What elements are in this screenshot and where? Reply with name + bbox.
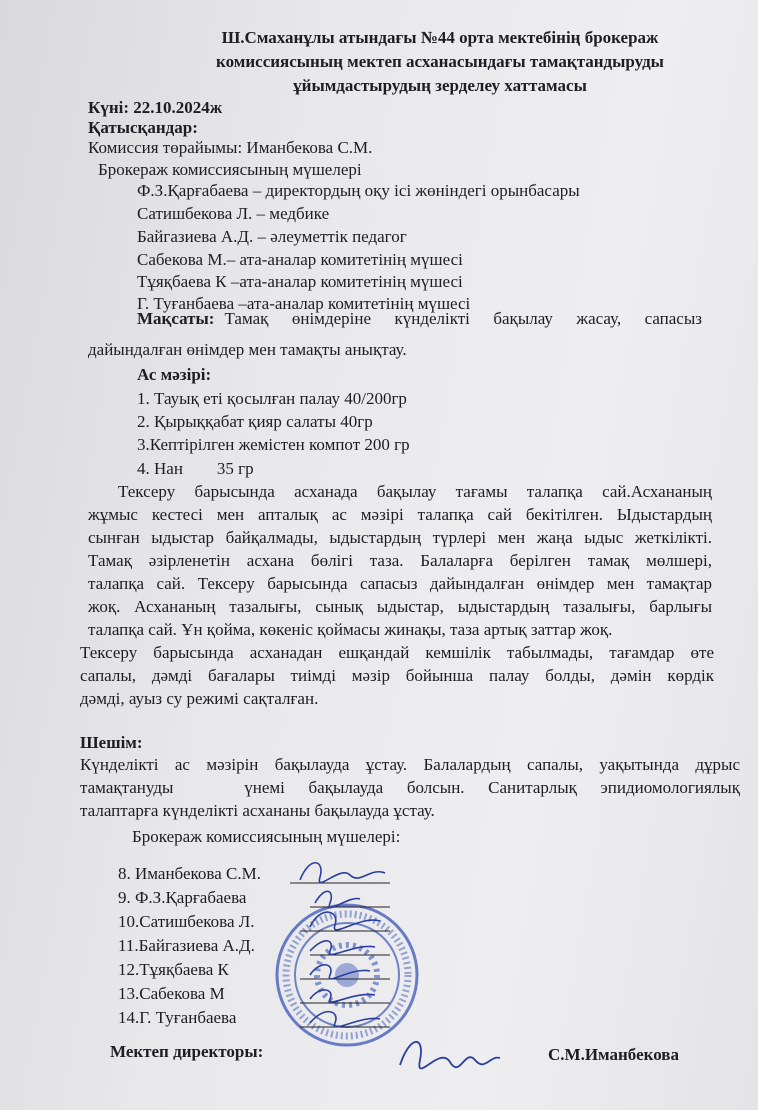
participants-heading: Қатысқандар: — [88, 118, 198, 137]
decision-line: тамақтануды үнемі бақылауда болсын. Санитарлық эпидиомологиялық — [80, 778, 740, 797]
decision-line: Күнделікті ас мәзірін бақылауда ұстау. Балалардың сапалы, уақытында дұрыс — [80, 755, 740, 774]
member-item: Г. Туғанбаева –ата-аналар комитетінің мүшесі — [137, 294, 471, 313]
signatures — [280, 855, 400, 1045]
body-line: талапқа сай. Тексеру барысында сапасыз дайындалған өнімдер мен тамақтар — [88, 574, 712, 593]
members-heading: Брокераж комиссиясының мүшелері — [98, 160, 362, 179]
director-label: Мектеп директоры: — [110, 1042, 264, 1061]
goal-text-continued: дайындалған өнімдер мен тамақты анықтау. — [88, 340, 407, 359]
goal-text: Тамақ өнімдеріне күнделікті бақылау жасау, сапасыз — [224, 309, 702, 328]
member-item: Ф.З.Қарғабаева – директордың оқу ісі жөніндегі орынбасары — [137, 181, 580, 200]
body-line: сапалы, дәмді бағалары тиімді мәзір бойынша палау болды, дәмін көрдік — [80, 666, 714, 685]
member-item: Сабекова М.– ата-аналар комитетінің мүшесі — [137, 250, 463, 269]
signer-item: 14.Г. Туғанбаева — [118, 1008, 237, 1027]
title-line: Ш.Смаханұлы атындағы №44 орта мектебінің брокераж — [221, 28, 659, 47]
body-line: дәмді, ауыз су режимі сақталған. — [80, 689, 319, 708]
body-line: Тексеру барысында асханадан ешқандай кемшілік табылмады, тағамдар өте — [80, 643, 714, 662]
body-line: сынған ыдыстар байқалмады, ыдыстардың түрлері мен жаңа ыдыс жеткілікті. — [88, 528, 712, 547]
goal-label: Мақсаты: — [137, 309, 215, 328]
signer-item: 8. Иманбекова С.М. — [118, 864, 261, 883]
signer-item: 9. Ф.З.Қарғабаева — [118, 888, 247, 907]
menu-heading: Ас мәзірі: — [137, 365, 212, 384]
member-item: Тұяқбаева К –ата-аналар комитетінің мүшесі — [137, 272, 463, 291]
body-line: жұмыс кестесі мен апталық ас мәзірі талапқа сай бекітілген. Ыдыстардың — [88, 505, 712, 524]
title-line: ұйымдастырудың зерделеу хаттамасы — [293, 76, 587, 95]
signer-item: 11.Байгазиева А.Д. — [118, 936, 255, 955]
member-item: Сатишбекова Л. – медбике — [137, 204, 330, 223]
menu-item: 2. Қырыққабат қияр салаты 40гр — [137, 412, 373, 431]
body-line: Тамақ әзірленетін асхана бөлігі таза. Балаларға берілген тамақ мөлшері, — [88, 551, 712, 570]
menu-item: 4. Нан 35 гр — [137, 459, 254, 478]
member-item: Байгазиева А.Д. – әлеуметтік педагог — [137, 227, 407, 246]
director-name: С.М.Иманбекова — [548, 1045, 679, 1064]
director-signature — [395, 1030, 505, 1080]
title-line: комиссиясының мектеп асханасындағы тамақтандыруды — [216, 52, 664, 71]
signers-heading: Брокераж комиссиясының мүшелері: — [132, 827, 401, 846]
body-line: Тексеру барысында асханада бақылау тағамы талапқа сай.Асхананың — [118, 482, 712, 501]
goal — [137, 309, 702, 329]
signer-item: 13.Сабекова М — [118, 984, 225, 1003]
signer-item: 12.Тұяқбаева К — [118, 960, 229, 979]
body-line: жоқ. Асхананың тазалығы, сынық ыдыстар, ыдыстардың тазалығы, барлығы — [88, 597, 712, 616]
commission-chair: Комиссия төрайымы: Иманбекова С.М. — [88, 138, 373, 157]
date: Күні: 22.10.2024ж — [88, 98, 223, 117]
body-line: талапқа сай. Ұн қойма, көкеніс қоймасы жинақы, таза артық заттар жоқ. — [88, 620, 613, 639]
signer-item: 10.Сатишбекова Л. — [118, 912, 255, 931]
menu-item: 1. Тауық еті қосылған палау 40/200гр — [137, 389, 407, 408]
decision-heading: Шешім: — [80, 733, 143, 752]
menu-item: 3.Кептірілген жемістен компот 200 гр — [137, 435, 410, 454]
decision-line: талаптарға күнделікті асхананы бақылауда ұстау. — [80, 801, 435, 820]
